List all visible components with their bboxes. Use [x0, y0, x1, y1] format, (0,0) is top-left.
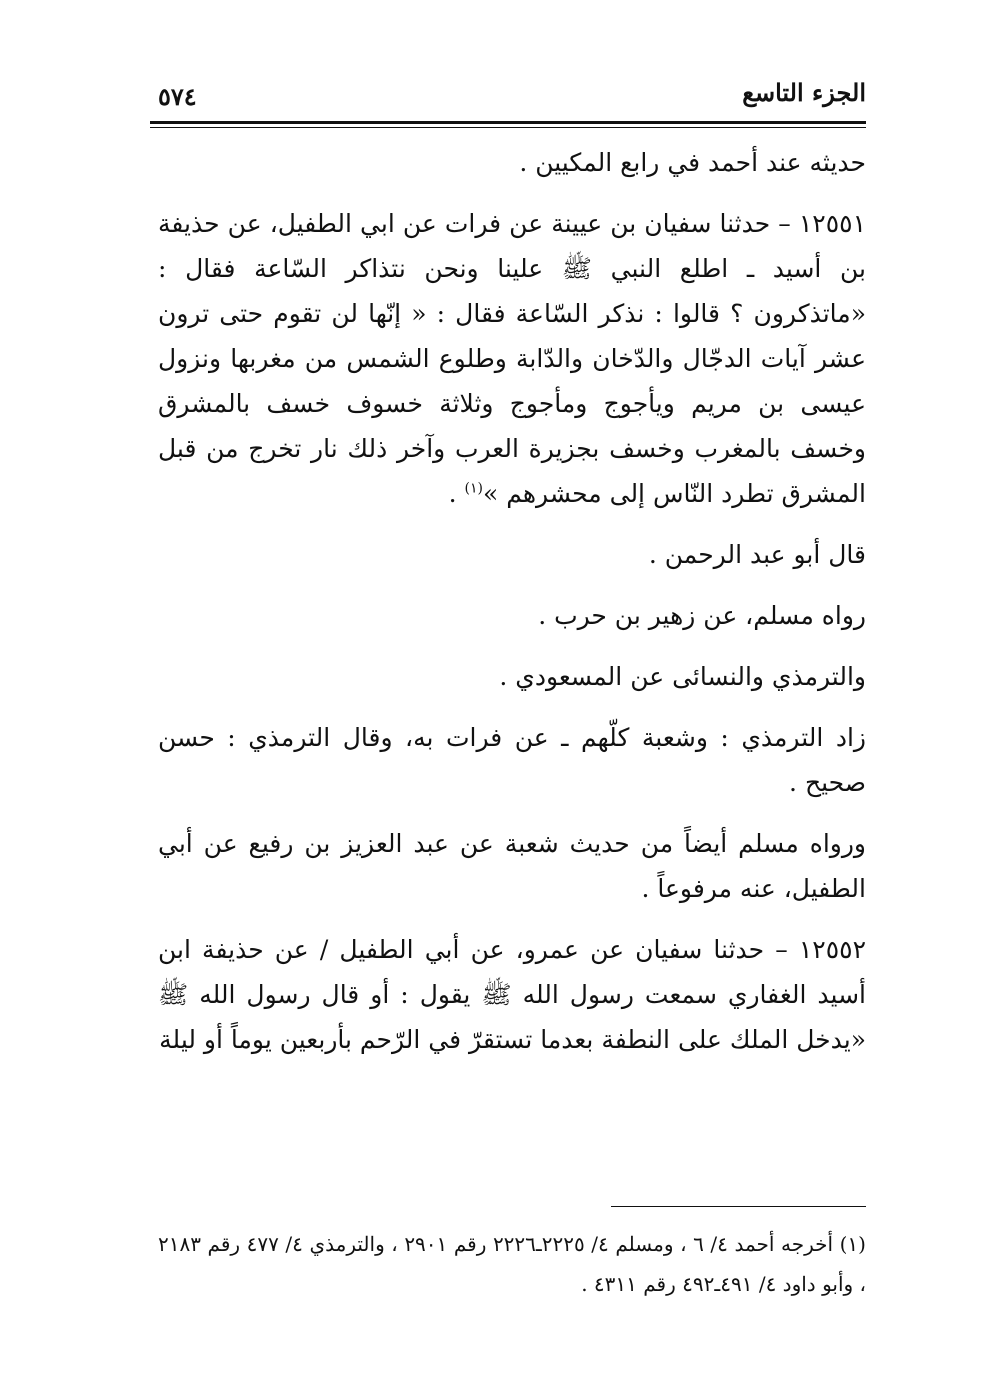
paragraph: حديثه عند أحمد في رابع المكيين . — [519, 148, 866, 177]
page-number: ٥٧٤ — [158, 82, 197, 111]
footnotes — [158, 1224, 866, 1304]
footnote-reference: (١) — [464, 480, 483, 497]
paragraph: ورواه مسلم أيضاً من حديث شعبة عن عبد العزيز بن رفيع عن أبي الطفيل، عنه مرفوعاً . — [158, 829, 866, 903]
paragraph: والترمذي والنسائى عن المسعودي . — [499, 662, 866, 691]
paragraph: زاد الترمذي : وشعبة كلّهم ـ عن فرات به، وقال الترمذي : حسن صحيح . — [158, 723, 866, 797]
header-rule-thin — [150, 127, 866, 128]
running-title: الجزء التاسع — [742, 78, 866, 107]
footnote-rule — [611, 1206, 866, 1207]
main-text — [158, 140, 866, 1078]
footnote-1: (١) أخرجه أحمد ٤/ ٦ ، ومسلم ٤/ ٢٢٢٥ـ٢٢٢٦ رقم ٢٩٠١ ، والترمذي ٤/ ٤٧٧ رقم ٢١٨٣ ، وأبو داود ٤/ ٤٩١ـ٤٩٢ رقم ٤٣١١ . — [158, 1232, 866, 1296]
period: . — [448, 479, 465, 508]
hadith-text: ١٢٥٥١ – حدثنا سفيان بن عيينة عن فرات عن ابي الطفيل، عن حذيفة بن أسيد ـ اطلع النبي ﷺ علينا ونحن نتذاكر السّاعة فقال : «ماتذكرون ؟ قالوا : نذكر السّاعة فقال : « إنّها لن تقوم حتى ترون عشر آيات الدجّال والدّخان والدّابة وطلوع الشمس من مغربها ونزول عيسى بن مريم ويأجوج ومأجوج وثلاثة خسوف خسف بالمشرق وخسف بالمغرب وخسف بجزيرة العرب وآخر ذلك نار تخرج من قبل المشرق تطرد النّاس إلى محشرهم » — [158, 209, 866, 508]
hadith-12552: ١٢٥٥٢ – حدثنا سفيان عن عمرو، عن أبي الطفيل / عن حذيفة ابن أسيد الغفاري سمعت رسول الله ﷺ يقول : أو قال رسول الله ﷺ «يدخل الملك على النطفة بعدما تستقرّ في الرّحم بأربعين يوماً أو ليلة — [158, 935, 866, 1054]
hadith-12551 — [158, 201, 866, 516]
paragraph: قال أبو عبد الرحمن . — [648, 540, 866, 569]
header-rule — [150, 121, 866, 124]
page-header — [150, 68, 866, 122]
paragraph: رواه مسلم، عن زهير بن حرب . — [538, 601, 866, 630]
